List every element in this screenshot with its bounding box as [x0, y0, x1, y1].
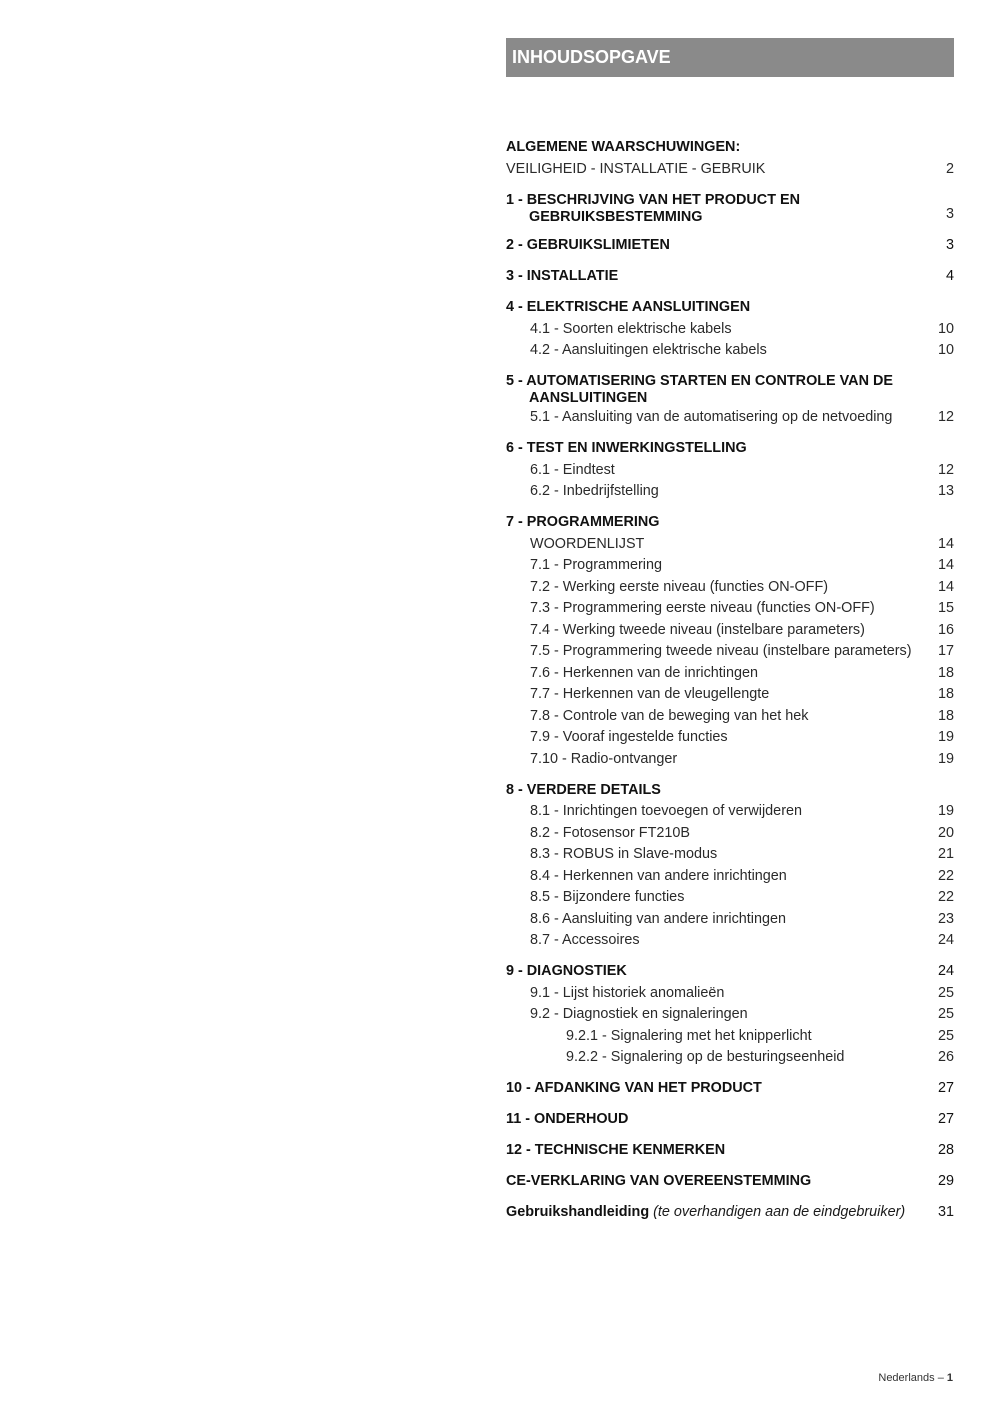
toc-section-2[interactable]: 2 - GEBRUIKSLIMIETEN 3: [506, 235, 954, 257]
toc-subentry[interactable]: [506, 1026, 954, 1048]
toc-subentry[interactable]: [506, 727, 954, 749]
subentry-label: 9.2.1 - Signalering met het knipperlicht: [566, 1027, 812, 1044]
subentry-label: 7.9 - Vooraf ingestelde functies: [530, 729, 728, 745]
toc-subentry[interactable]: [506, 983, 954, 1005]
footer-page-number: 1: [946, 1372, 953, 1384]
page-number: 4: [945, 268, 954, 284]
page-number: 12: [937, 461, 954, 478]
page-number: 25: [937, 1006, 954, 1022]
subentry-label: 7.2 - Werking eerste niveau (functies ON-OFF): [530, 578, 829, 595]
page-number: 31: [937, 1204, 954, 1220]
page-number: 27: [937, 1111, 954, 1127]
subentry-label: 4.2 - Aansluitingen elektrische kabels: [530, 342, 767, 358]
page-number: 23: [937, 910, 954, 927]
page-number: 18: [937, 686, 954, 702]
page-number: 24: [937, 932, 954, 948]
page-number: 14: [937, 535, 954, 552]
toc-subentry[interactable]: [506, 534, 954, 556]
page-number: 27: [937, 1080, 954, 1096]
page-number: 21: [937, 846, 954, 862]
toc-subentry[interactable]: [506, 340, 954, 362]
page-number: 13: [937, 483, 954, 499]
page-number: 3: [945, 237, 954, 253]
page-number: 25: [937, 984, 954, 1001]
toc-subentry[interactable]: [506, 555, 954, 577]
toc-section-6[interactable]: 6 - TEST EN INWERKINGSTELLING: [506, 440, 747, 456]
toc-subentry[interactable]: [506, 801, 954, 823]
toc-subentry[interactable]: [506, 706, 954, 728]
subentry-label: 4.1 - Soorten elektrische kabels: [530, 320, 732, 337]
subentry-label: 8.1 - Inrichtingen toevoegen of verwijderen: [530, 803, 802, 819]
toc-subentry[interactable]: [506, 909, 954, 931]
page-number: 15: [937, 600, 954, 616]
subentry-label: 5.1 - Aansluiting van de automatisering op de netvoeding: [530, 409, 893, 425]
toc-subentry[interactable]: [506, 663, 954, 685]
subentry-label: 6.1 - Eindtest: [530, 461, 615, 478]
subentry-label: 7.1 - Programmering: [530, 557, 662, 573]
page-number: 10: [937, 342, 954, 358]
toc-general-title[interactable]: ALGEMENE WAARSCHUWINGEN:: [506, 139, 741, 155]
toc-section-9[interactable]: 9 - DIAGNOSTIEK 24: [506, 961, 954, 983]
toc-subentry[interactable]: [506, 684, 954, 706]
toc-section-3[interactable]: 3 - INSTALLATIE 4: [506, 266, 954, 288]
subentry-label: 7.6 - Herkennen van de inrichtingen: [530, 664, 758, 681]
page-number: 19: [937, 803, 954, 819]
toc-section-11[interactable]: 11 - ONDERHOUD 27: [506, 1109, 954, 1131]
toc-subentry[interactable]: [506, 866, 954, 888]
page-number: 2: [945, 160, 954, 177]
page-title: INHOUDSOPGAVE: [506, 38, 954, 77]
table-of-contents: [506, 137, 954, 1224]
toc-section-4[interactable]: 4 - ELEKTRISCHE AANSLUITINGEN: [506, 299, 751, 315]
page-number: 28: [937, 1142, 954, 1158]
subentry-label: 7.10 - Radio-ontvanger: [530, 750, 678, 767]
toc-section-8[interactable]: 8 - VERDERE DETAILS: [506, 781, 661, 798]
page-number: 22: [937, 889, 954, 905]
toc-section-5[interactable]: 5 - AUTOMATISERING STARTEN EN CONTROLE VAN DE AANSLUITINGEN: [506, 373, 893, 406]
page-number: 19: [937, 729, 954, 745]
page-number: 20: [937, 824, 954, 841]
page-number: 14: [937, 578, 954, 595]
manual-title: Gebruikshandleiding: [506, 1204, 650, 1220]
subentry-label: 7.7 - Herkennen van de vleugellengte: [530, 686, 770, 702]
toc-subentry[interactable]: [506, 620, 954, 642]
subentry-label: 9.2 - Diagnostiek en signaleringen: [530, 1006, 748, 1022]
page-number: 17: [937, 643, 954, 659]
manual-note: (te overhandigen aan de eindgebruiker): [653, 1204, 906, 1220]
page-number: 29: [937, 1173, 954, 1189]
subentry-label: 7.5 - Programmering tweede niveau (instelbare parameters): [530, 643, 912, 659]
toc-section-10[interactable]: 10 - AFDANKING VAN HET PRODUCT 27: [506, 1078, 954, 1100]
toc-subentry[interactable]: [506, 577, 954, 599]
subentry-label: 8.4 - Herkennen van andere inrichtingen: [530, 867, 787, 884]
toc-subentry[interactable]: [506, 844, 954, 866]
subentry-label: 8.5 - Bijzondere functies: [530, 889, 685, 905]
subentry-label: 8.3 - ROBUS in Slave-modus: [530, 846, 718, 862]
subentry-label: 7.4 - Werking tweede niveau (instelbare parameters): [530, 621, 865, 638]
page-footer: [878, 1372, 953, 1384]
toc-section-12[interactable]: 12 - TECHNISCHE KENMERKEN 28: [506, 1140, 954, 1162]
page-number: 24: [937, 963, 954, 979]
toc-subentry[interactable]: [506, 1047, 954, 1069]
toc-subentry[interactable]: [506, 407, 954, 429]
page-number: 22: [937, 867, 954, 884]
footer-language: Nederlands –: [878, 1372, 944, 1384]
page-number: 26: [937, 1049, 954, 1065]
page-number: 16: [937, 621, 954, 638]
toc-user-manual[interactable]: [506, 1202, 954, 1224]
page-number: 19: [937, 750, 954, 767]
toc-subentry[interactable]: [506, 823, 954, 845]
page-number: 18: [937, 664, 954, 681]
subentry-label: 8.6 - Aansluiting van andere inrichtingen: [530, 910, 787, 927]
toc-subentry[interactable]: [506, 887, 954, 909]
subentry-label: 7.8 - Controle van de beweging van het hek: [530, 707, 809, 724]
page-number: 18: [937, 707, 954, 724]
page-number: 12: [937, 409, 954, 425]
page-number: 25: [937, 1027, 954, 1044]
subentry-label: WOORDENLIJST: [530, 535, 645, 552]
toc-subentry[interactable]: [506, 481, 954, 503]
subentry-label: 8.2 - Fotosensor FT210B: [530, 824, 690, 841]
toc-subentry[interactable]: [506, 598, 954, 620]
page-number: 3: [945, 206, 954, 222]
toc-subentry[interactable]: [506, 1004, 954, 1026]
subentry-label: 8.7 - Accessoires: [530, 932, 640, 948]
toc-subentry[interactable]: [506, 641, 954, 663]
toc-ce-declaration[interactable]: CE-VERKLARING VAN OVEREENSTEMMING 29: [506, 1171, 954, 1193]
subentry-label: 7.3 - Programmering eerste niveau (functies ON-OFF): [530, 600, 875, 616]
toc-general-sub[interactable]: VEILIGHEID - INSTALLATIE - GEBRUIK 2: [506, 159, 954, 181]
toc-section-7[interactable]: 7 - PROGRAMMERING: [506, 514, 660, 530]
page-number: 10: [937, 320, 954, 337]
page-number: 14: [937, 557, 954, 573]
toc-subentry[interactable]: [506, 319, 954, 341]
subentry-label: 6.2 - Inbedrijfstelling: [530, 483, 659, 499]
subentry-label: 9.2.2 - Signalering op de besturingseenheid: [566, 1049, 845, 1065]
toc-subentry[interactable]: [506, 930, 954, 952]
subentry-label: 9.1 - Lijst historiek anomalieën: [530, 984, 725, 1001]
toc-section-1[interactable]: 1 - BESCHRIJVING VAN HET PRODUCT EN GEBRUIKSBESTEMMING 3: [506, 191, 954, 225]
toc-subentry[interactable]: [506, 460, 954, 482]
toc-subentry[interactable]: [506, 749, 954, 771]
